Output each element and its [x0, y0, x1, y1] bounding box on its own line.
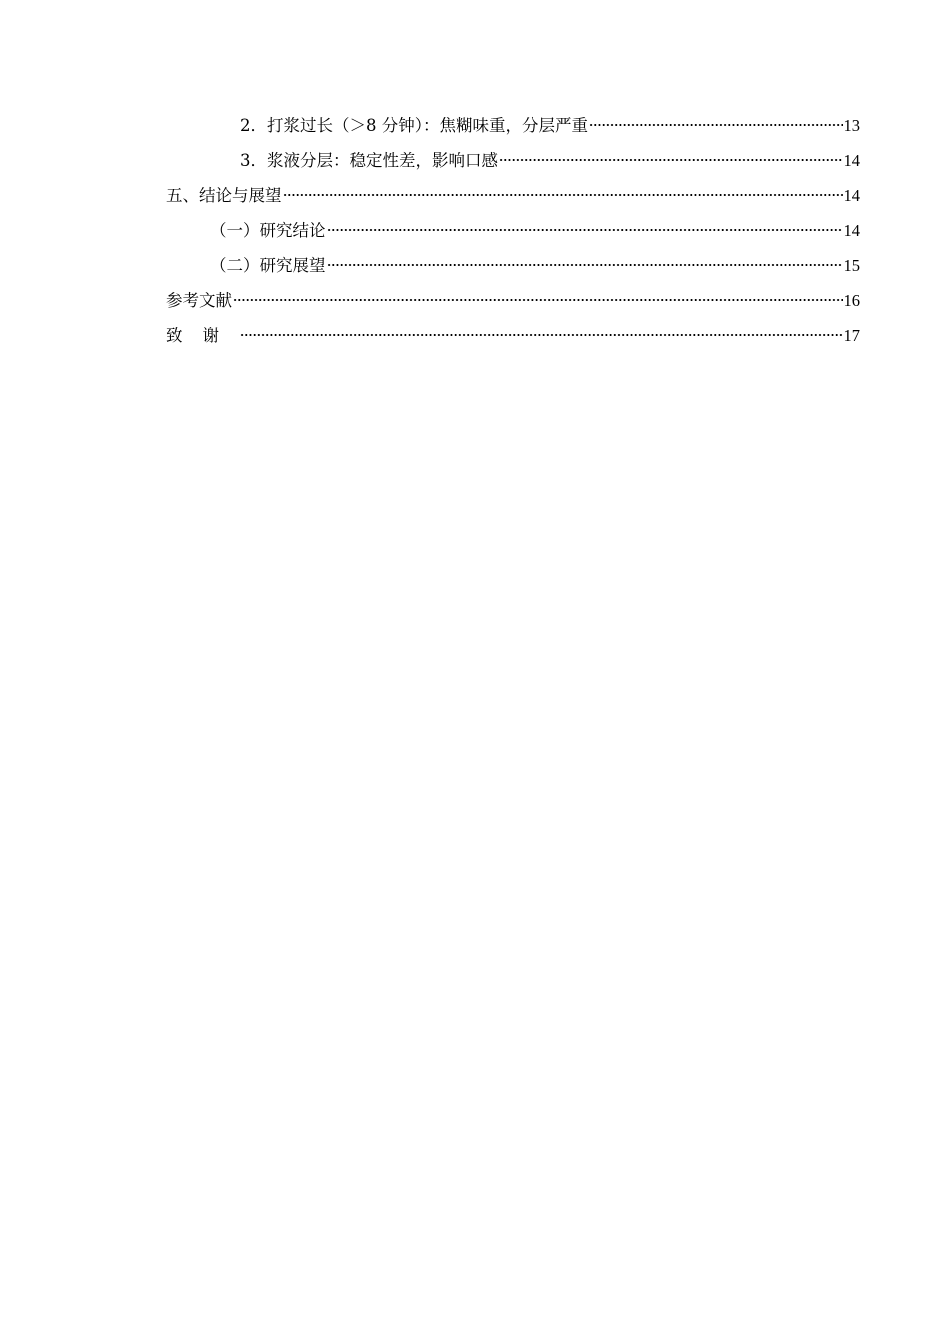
- toc-entry-page: 16: [843, 291, 860, 310]
- toc-entry-page: 17: [843, 326, 860, 345]
- toc-entry-page: 15: [843, 256, 860, 275]
- toc-entry-page: 13: [843, 116, 860, 135]
- toc-entry-references[interactable]: [166, 287, 860, 322]
- toc-entry-page: 14: [843, 186, 860, 205]
- toc-entry-title: 五、结论与展望: [166, 186, 282, 205]
- toc-leader-dots: [327, 263, 843, 267]
- toc-leader-dots: [327, 228, 843, 232]
- toc-entry-over-beating[interactable]: [166, 112, 860, 147]
- toc-entry-page: 14: [843, 151, 860, 170]
- toc-entry-title: 3．浆液分层：稳定性差，影响口感: [240, 151, 498, 170]
- toc-entry-conclusion-outlook[interactable]: [166, 182, 860, 217]
- toc-entry-layering[interactable]: [166, 147, 860, 182]
- toc-entry-page: 14: [843, 221, 860, 240]
- toc-leader-dots: [283, 193, 843, 197]
- toc-entry-research-conclusion[interactable]: [166, 217, 860, 252]
- toc-leader-dots: [233, 298, 843, 302]
- toc-entry-title: 2．打浆过长（＞8 分钟）：焦糊味重，分层严重: [240, 116, 588, 135]
- toc-entry-title: （一）研究结论: [210, 221, 326, 240]
- toc-leader-dots: [589, 123, 843, 127]
- toc-entry-title: 参考文献: [166, 291, 232, 310]
- toc-entry-title: （二）研究展望: [210, 256, 326, 275]
- toc-entry-research-outlook[interactable]: [166, 252, 860, 287]
- toc-leader-dots: [240, 333, 843, 337]
- table-of-contents: [166, 112, 860, 357]
- toc-leader-dots: [499, 158, 843, 162]
- toc-entry-acknowledgements[interactable]: [166, 322, 860, 357]
- toc-entry-title: 致谢: [166, 326, 239, 345]
